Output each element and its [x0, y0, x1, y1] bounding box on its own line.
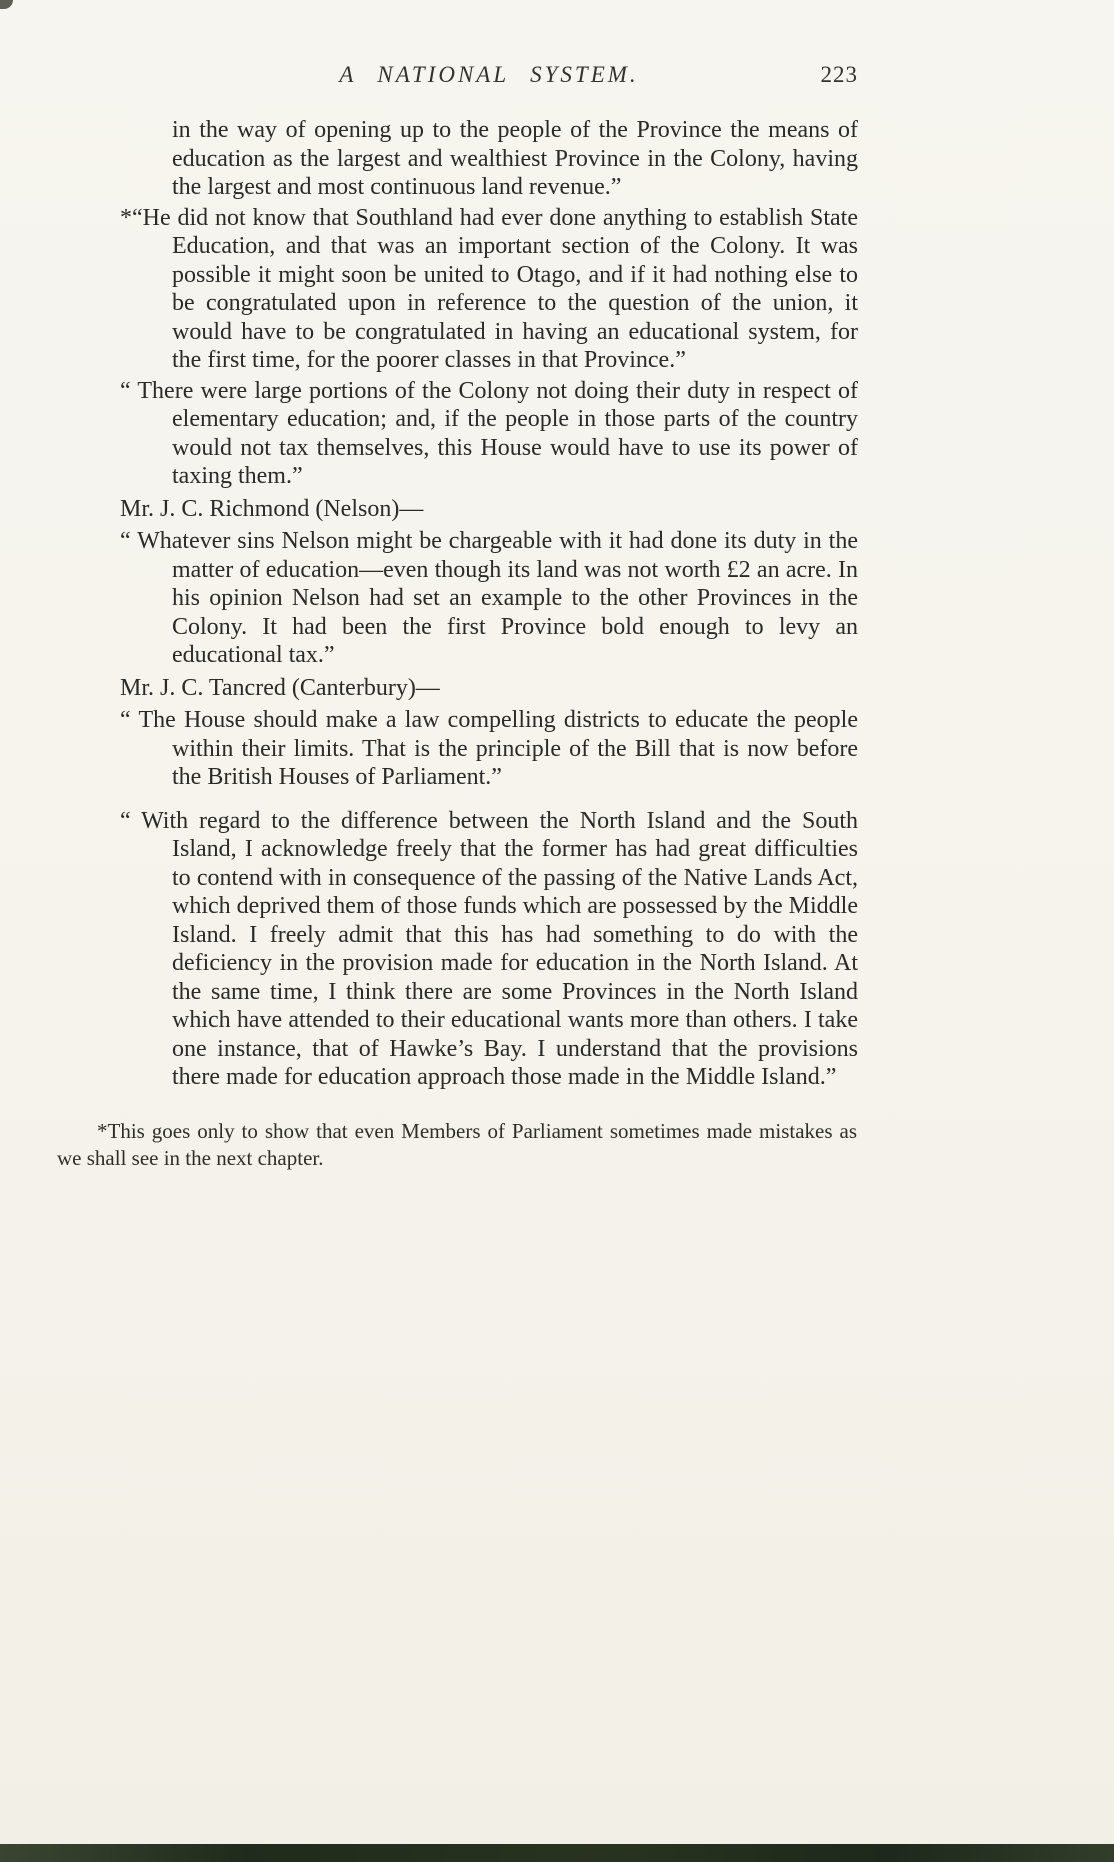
page-number: 223 [820, 62, 858, 87]
paragraph: Mr. J. C. Tancred (Canterbury)— [120, 674, 440, 701]
page-title: A NATIONAL SYSTEM. [339, 62, 639, 87]
scan-corner-mark [0, 0, 13, 9]
paragraph: “ With regard to the difference between the North Island and the South Island, I acknowledge freely that the former has had great difficulties to contend with in consequence of the passing of the Native Lands Act, which deprived them of those funds which are possessed by the Middle Island. I freely admit that this has had something to do with the deficiency in the provision made for education in the North Island. At the same time, I think there are some Provinces in the North Island which have attended to their educational wants more than others. I take one instance, that of Hawke’s Bay. I understand that the provisions there made for education approach those made in the Middle Island.” [120, 807, 858, 1090]
paragraph: in the way of opening up to the people of the Province the means of education as the largest and wealthiest Province in the Colony, having the largest and most continuous land revenue.” [172, 117, 858, 200]
page-body [120, 116, 858, 1092]
paragraph: “ The House should make a law compelling districts to educate the people within their limits. That is the principle of the Bill that is now before the British Houses of Parliament.” [120, 707, 858, 790]
footnote: *This goes only to show that even Members of Parliament sometimes made mistakes as we shall see in the next chapter. [57, 1118, 857, 1170]
paragraph: Mr. J. C. Richmond (Nelson)— [120, 495, 424, 522]
paragraph: *“He did not know that Southland had ever done anything to establish State Education, and that was an important section of the Colony. It was possible it might soon be united to Otago, and if it had nothing else to be congratulated upon in reference to the question of the union, it would have to be congratulated in having an educational system, for the first time, for the poorer classes in that Province.” [120, 204, 858, 373]
running-head [120, 0, 858, 92]
paragraph: “ Whatever sins Nelson might be chargeable with it had done its duty in the matter of education—even though its land was not worth £2 an acre. In his opinion Nelson had set an example to the other Provinces in the Colony. It had been the first Province bold enough to levy an educational tax.” [120, 528, 858, 668]
scan-edge [0, 1844, 1114, 1862]
paragraph: “ There were large portions of the Colony not doing their duty in respect of elementary education; and, if the people in those parts of the country would not tax themselves, this House would have to use its power of taxing them.” [120, 377, 858, 489]
